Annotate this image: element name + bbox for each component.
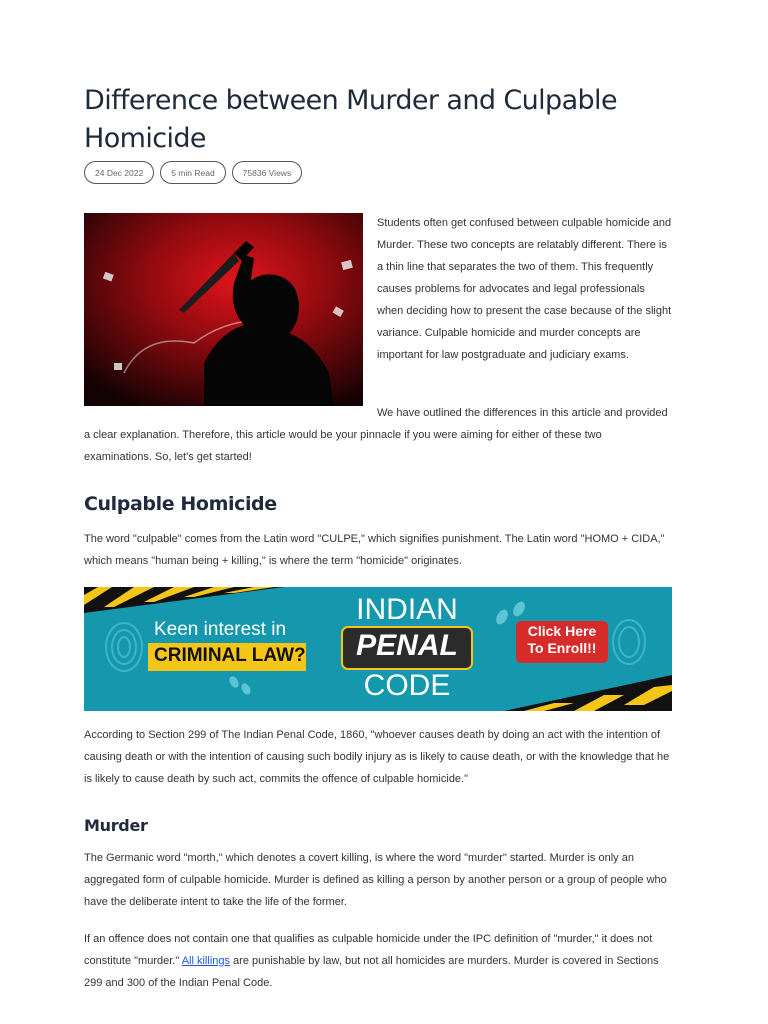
murder-heading: Murder xyxy=(84,816,148,835)
banner-line2: CRIMINAL LAW? xyxy=(154,645,306,666)
date-badge: 24 Dec 2022 xyxy=(84,161,154,184)
all-killings-link[interactable]: All killings xyxy=(181,955,230,967)
banner-line1: Keen interest in xyxy=(154,619,287,640)
article-meta xyxy=(84,161,302,184)
enroll-banner[interactable] xyxy=(84,587,672,711)
silhouette-with-knife-illustration xyxy=(84,213,363,406)
section-299-text: According to Section 299 of The Indian Penal Code, 1860, "whoever causes death by doing an act with the intention of causing death or with the intention of causing such bodily injury as is likely to cause death, or with the knowledge that he is likely to cause death by such act, commits the offence of culpable homicide." xyxy=(84,729,670,785)
click-here-button[interactable] xyxy=(516,623,608,657)
hero-image xyxy=(84,213,363,406)
views-badge: 75836 Views xyxy=(232,161,303,184)
read-time-badge: 5 min Read xyxy=(160,161,225,184)
culpable-homicide-heading: Culpable Homicide xyxy=(84,493,277,515)
page-title: Difference between Murder and Culpable Homicide xyxy=(84,85,617,154)
cta-line1: Click Here xyxy=(527,623,597,639)
intro-paragraph: Students often get confused between culpable homicide and Murder. These two concepts are relatably different. There is a thin line that separates the two of them. This frequently causes problems for advocates and legal professionals when deciding how to present the case because of the slight variance. Culpable homicide and murder concepts are important for law postgraduate and judiciary exams. xyxy=(377,217,672,361)
banner-code: CODE xyxy=(363,669,451,702)
cta-line2: To Enroll!! xyxy=(527,640,597,656)
murder-text-part2: are punishable by law, but not all homicides are murders. Murder is covered in Sections 299 and 300 of the Indian Penal Code. xyxy=(84,955,659,989)
murder-text-part1: If an offence does not contain one that qualifies as culpable homicide under the IPC definition of "murder," it does not constitute "murder." xyxy=(84,933,653,967)
banner-penal: PENAL xyxy=(356,629,458,662)
banner-indian: INDIAN xyxy=(356,593,458,626)
culpable-homicide-text: The word "culpable" comes from the Latin word "CULPE," which signifies punishment. The Latin word "HOMO + CIDA," which means "human being + killing," is where the term "homicide" originates. xyxy=(84,533,665,567)
murder-text: The Germanic word "morth," which denotes a covert killing, is where the word "murder" started. Murder is only an aggregated form of culpable homicide. Murder is defined as killing a person by another person or a group of people who have the deliberate intent to take the life of the former. xyxy=(84,852,667,908)
murder-text-continued xyxy=(84,928,674,994)
intro-paragraph-continued: We have outlined the differences in this article and provided a clear explanation. Therefore, this article would be your pinnacle if you were aiming for either of these two examinations. So, let's get started! xyxy=(84,407,668,463)
